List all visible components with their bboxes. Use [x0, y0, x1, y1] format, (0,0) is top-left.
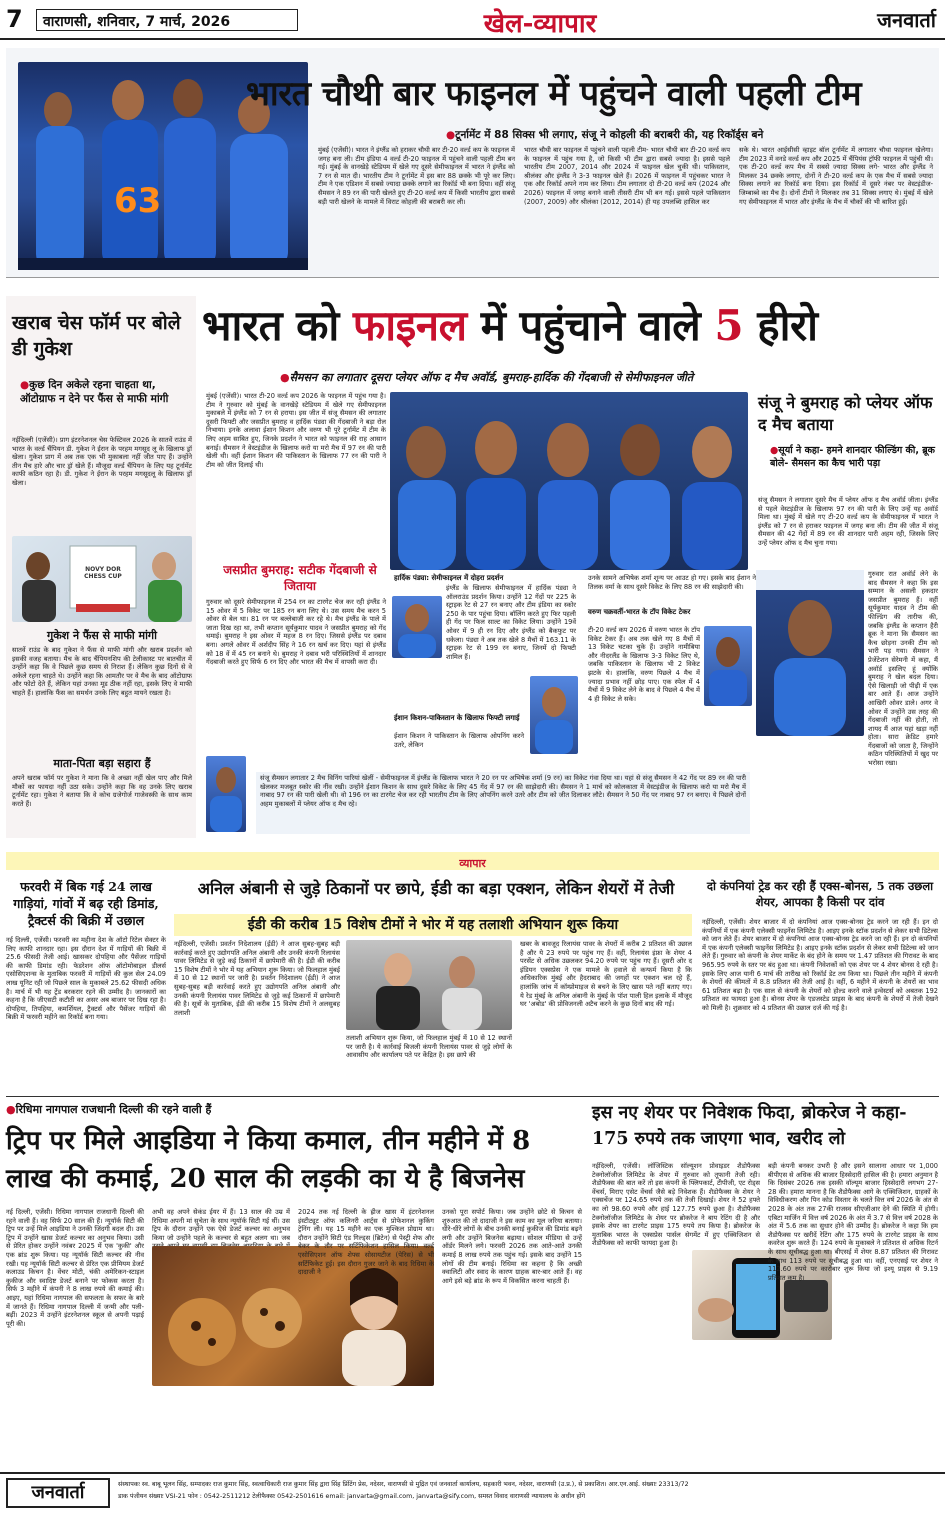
- ambani-story: [172, 878, 694, 1090]
- story1-headline: भारत चौथी बार फाइनल में पहुंचने वाली पहली टीम: [246, 74, 862, 114]
- heroes-head-highlight: फाइनल: [352, 301, 467, 350]
- sanju-photo: [756, 570, 864, 736]
- cars-headline: फरवरी में बिक गई 24 लाख गाड़ियां, गांवों में बढ़ रही डिमांड, ट्रैक्टर्स की बिक्री में उछाल: [13, 879, 159, 928]
- story1-deck: ● टूर्नामेंट में 88 सिक्स भी लगाए, संजू ने कोहली की बराबरी की, यह रिकॉर्ड्स बने: [446, 128, 936, 142]
- ambani-photo: [346, 940, 512, 1030]
- hardik-photo: [392, 596, 442, 658]
- hardik-heading: हार्दिक पंड्या: सेमीफाइनल में दोहरा प्रदर्शन: [394, 574, 504, 582]
- gukesh-headline: खराब चेस फॉर्म पर बोले डी गुकेश: [12, 312, 181, 360]
- footer: [0, 1472, 945, 1513]
- ishan-body: ईशान किशन ने पाकिस्तान के खिलाफ ओपनिंग करने उतरे, लेकिन: [394, 732, 524, 749]
- cars-body: नई दिल्ली, एजेंसी। फरवरी का महीना देश के ऑटो रिटेल सेक्टर के लिए काफी शानदार रहा। इस दौरान देश में गाड़ियों की बिक्री में 25.6 फीसदी तेजी आई। खासकर दोपहिया और पैसेंजर गाड़ियों की काफी डिमांड रही। फेडरेशन ऑफ ऑटोमोबाइल डीलर्स एसोसिएशन्स के मुताबिक फरवरी में गाड़ियों की कुल सेल 24.09 लाख यूनिट रही जो पिछले साल के मुकाबले 25.62 फीसदी अधिक है। मार्च में भी यह ट्रेंड बरकरार रहने की उम्मीद है। जानकारों का कहना है कि जीएसटी कटौती का असर अब बाजार पर दिख रहा है। दोपहिया, तिपहिया, कमर्शियल, ट्रैक्टर्स और पैसेंजर गाड़ियों की बिक्री में फरवरी महीने का रिकॉर्ड बना गया।: [6, 936, 166, 1022]
- varun-illustration: [704, 626, 752, 706]
- ishan-heading: ईशान किशन-पाकिस्तान के खिलाफ फिफ्टी लगाई: [394, 714, 520, 722]
- paper-name: जनवार्ता: [877, 8, 936, 32]
- gukesh-body-2: सातवें राउंड के बाद गुकेश ने फैंस से माफी मांगी और खराब प्रदर्शन को इसकी वजह बताया। मैच के बाद चैंपियनशिप की टेलीकास्ट पर बातचीत में उन्होंने कहा कि वे पिछले कुछ समय से निराश हैं। लेकिन कुछ दिनों से वे अकेले रहना चाहते थे। उन्होंने कहा कि आमतौर पर वे मैच के बाद ऑटोग्राफ और फोटो देते हैं, लेकिन यहां उनका मूड ठीक नहीं रहा, इसके लिए वे माफी चाहते हैं। हालांकि फैंस का समर्थन उनके लिए बहुत मायने रखता है।: [12, 646, 192, 697]
- broker-column-2: बड़ी कंपनी बनकर उभरी है और इसने सालाना आधार पर 1,000 बीपीएस से अधिक की बाजार हिस्सेदारी हासिल की है। हमारा अनुमान है कि दिसंबर 2026 तक इसकी वॉल्यूम बाजार हिस्सेदारी लगभग 27-28 की। हमारा मानना है कि शैडोफैक्स आगे के एक्विजिशन, ग्राहकों के विविधीकरण और पिन कोड विस्तार के चलते वित्त वर्ष 2026 के अंत से 2028 के अंत तक 27की राजस्व सीएजीआर देने की स्थिति में होगी। एबिटा मार्जिन में वित्त वर्ष 2026 के अंत में 3.7 से वित्त वर्ष 2028 के अंत में 5.6 तक का सुधार होने की उम्मीद है। ब्रोकरेज ने कहा कि हम शैडोफैक्स पर खरीदें रेटिंग और 175 रुपये के टारगेट प्राइस के साथ कवरेज शुरू करते हैं। 124 रुपये के मुकाबले ने प्रतिशत से अधिक रिटर्न के साथ सूचीबद्ध हुआ था। बीएसई में शेयर 8.87 प्रतिशत की गिरावट के साथ 113 रुपये पर सूचीबद्ध हुआ था। वहीं, एनएसई पर शेयर ने 112.60 रुपये पर कारोबार शुरू किया जो इश्यू प्राइस से 9.19 प्रतिशत कम है।: [768, 1162, 938, 1282]
- ishan-illustration: [530, 676, 578, 754]
- heroes-head-pre: भारत को: [202, 301, 353, 350]
- hardik-illustration: [392, 596, 442, 658]
- ambani-column-2: तलाशी अभियान शुरू किया, जो फिलहाल मुंबई में 10 से 12 स्थानों पर जारी है। ये कार्रवाई बिजली कंपनी रिलायंस पावर से जुड़े लोगों के आवासीय और कार्यालय पते पर केंद्रित है। इस छापे की: [346, 1034, 512, 1060]
- ambani-illustration: [346, 940, 512, 1030]
- ridhima-column-2: अभी वह अपने सेकंड ईयर में हैं। 13 साल की उम्र में रिधिमा अपनी मां सुचेता के साथ न्यूयॉर्क सिटी गई थीं। उस ट्रिप के दौरान उन्होंने एक ऐसे डेजर्ट कल्चर का अनुभव किया जो उन्होंने पहले के कल्चर से बहुत अलग था। जब: [152, 1208, 290, 1242]
- heroes-intro: मुंबई (एजेंसी)। भारत टी-20 वर्ल्ड कप 2026 के फाइनल में पहुंच गया है। टीम ने गुरुवार को मुंबई के वानखेड़े स्टेडियम में खेले गए सेमीफाइनल मुकाबले में इंग्लैंड को 7 रन से हराया। इस जीत में संजू सैमसन की लगातार दूसरी फिफ्टी और जसप्रीत बुमराह व हार्दिक पंड्या की गेंदबाजी ने बड़ा रोल निभाया। इनके अलावा ईशान किशन और वरुण भी पूरे टूर्नामेंट में टीम के लिए अहम साबित हुए, जिनके प्रदर्शन ने भारत को फाइनल की राह आसान बनाई। सैमसन ने वेस्टइंडीज के खिलाफ करो या मरो मैच में 97 रन की पारी खेली थी। वहीं ईशान किशन की पाकिस्तान के खिलाफ 77 रन की पारी ने टीम को जीत दिलाई थी।: [206, 392, 386, 469]
- bumrah-photo: [206, 756, 246, 832]
- section-title: खेल-व्यापार: [483, 9, 597, 39]
- ambani-headline: अनिल अंबानी से जुड़े ठिकानों पर छापे, ईडी का बड़ा एक्शन, लेकिन शेयरों में तेजी: [197, 879, 675, 898]
- ambani-column-3: खबर के बावजूद रिलायंस पावर के शेयरों में करीब 2 प्रतिशत की उछाल है और ये 23 रुपये पर पहुंच गए हैं। वहीं, रिलायंस इंफ्रा के शेयर 4 परसेंट से अधिक उछलकर 94.20 रुपये पर पहुंच गए हैं। दूसरी ओर द इंडियन एक्सप्रेस ने एक मामले के हवाले से कन्फर्म किया है कि अधिकारिक मुंबई और हैदराबाद की जगहों पर एक्शन चल रहे हैं, हालांकि जांच में कॉम्प्रोमाइज से बचने के लिए खास पते नहीं बताए गए। ये रेड मुंबई के अनिल अंबानी के मुंबई के पॉश पाली हिल इलाके में मौजूद घर 'अबोड' की प्रोविजनली अटैच करने के कुछ दिनों बाद की गई।: [520, 940, 692, 1009]
- xbonus-body: नईदिल्ली, एजेंसी। शेयर बाजार में दो कंपनियां आज एक्स-बोनस ट्रेड करने जा रही हैं। इन दो कंपनियों में एक कंपनी एलेक्सी फाइनेंस लिमिटेड है। आइए इनके स्टॉक प्रदर्शन से लेकर सभी डिटेल्स को जान लेते हैं। शेयर बाजार में दो कंपनियां आज एक्स-बोनस ट्रेड करने जा रही हैं। इन दो कंपनियों में एक कंपनी एलेक्सी फाइनेंस लिमिटेड है। आइए इनके स्टॉक प्रदर्शन से लेकर सभी डिटेल्स को जान लेते हैं। गुरुवार को कंपनी के शेयर मार्केट के बंद होने के समय पर 1.47 प्रतिशत की गिरावट के बाद 965.95 रुपये के स्तर पर बंद हुआ था। कंपनी निवेशकों को एक शेयर पर 4 शेयर बोनस दे रही है। इसके लिए आज यानी 6 मार्च की तारीख को रिकॉर्ड डेट तय किया था। पिछले तीन महीने में कंपनी के शेयरों की कीमतों में 8.8 प्रतिशत की तेजी आई है। वहीं, 6 महीने में कंपनी के शेयरों का भाव 61 प्रतिशत बढ़ा है। एक साल से कंपनी के शेयरों को होल्ड करने वाले इन्वेस्टर्स को अबतक 192 प्रतिशत का फायदा हुआ है। बोनस शेयर के एडजस्टेड प्राइस के बाद कंपनी के शेयरों में तेजी देखने को मिली है। शुक्रवार को 4 प्रतिशत की उछाल दर्ज की गई है।: [702, 918, 938, 1012]
- heroes-head-post: हीरो: [743, 301, 818, 350]
- story-final-record: [6, 48, 939, 278]
- ridhima-column-4: उनको पूरा सपोर्ट किया। जब उन्होंने छोटे से किचन से शुरुआत की तो दादाजी ने इस काम का मूल जरिया बताया। धीरे-धीरे लोगों के बीच उनकी बनाई कुकीज की डिमांड बढ़ने लगी और उन्होंने बिजनेस बढ़ाया। सोशल मीडिया से उन्हें ऑर्डर मिलने लगे। फरवरी 2026 तक आते-आते उनकी कमाई 8 लाख रुपये तक पहुंच गई। इसके बाद उन्होंने 15 लोगों की टीम बनाई। रिधिमा का कहना है कि अच्छी क्वालिटी और स्वाद के कारण ग्राहक बार-बार आते हैं। वह आगे इसे बड़े ब्रांड के रूप में विकसित करना चाहती हैं।: [442, 1208, 582, 1285]
- xbonus-headline: दो कंपनियां ट्रेड कर रही हैं एक्स-बोनस, 5 तक उछला शेयर, आपका है किसी पर दांव: [706, 879, 934, 909]
- heroes-head-mid: में पहुंचाने वाले: [466, 301, 715, 350]
- gukesh-body-3: अपने खराब फॉर्म पर गुकेश ने माना कि वे अच्छा नहीं खेल पाए और मिले मौकों का फायदा नहीं उठा सके। उन्होंने कहा कि वह उनके लिए खराब टूर्नामेंट रहा। गुकेश ने बताया कि वे कोच ग्रजेगोर्ज गाजेवस्की के साथ काम करते हैं।: [12, 774, 192, 808]
- gukesh-sub-2: माता-पिता बड़ा सहारा हैं: [53, 757, 151, 770]
- xbonus-story: [700, 878, 939, 1090]
- heroes-headline: [202, 300, 937, 352]
- sanju-deck: ● सूर्या ने कहा- हमने शानदार फील्डिंग की, ब्रूक बोले- सैमसन का कैच भारी पड़ा: [770, 444, 938, 470]
- cars-story: [6, 878, 166, 1090]
- broker-story: [592, 1100, 939, 1468]
- bumrah-body: गुरुवार को दूसरे सेमीफाइनल में 254 रन का टारगेट चेज कर रही इंग्लैंड ने 15 ओवर में 5 विकेट पर 185 रन बना लिए थे। उस समय मैच करन 5 ओवर से बेल था। 81 रन पर बल्लेबाजी कर रहे थे। मैच इंग्लैंड के पाले में जाता दिख रहा था, तभी कप्तान सूर्यकुमार यादव ने जसप्रीत बुमराह को गेंद थमाई। बुमराह ने इस ओवर में महज 8 रन दिए। जिससे इंग्लैंड पर दबाव बना। अगले ओवर में अर्शदीप सिंह ने 16 रन खर्च कर दिए। यहां से इंग्लैंड को 18 वें में 45 रन बनाने थे। बुमराह ने दबाव भरी परिस्थितियों में शानदार गेंदबाजी करते हुए सिर्फ 6 रन दिए और भारत की मैच में वापसी करा दी।: [206, 598, 386, 667]
- bumrah-heading: जसप्रीत बुमराह: सटीक गेंदबाजी से जिताया: [223, 563, 377, 593]
- svg-text:63: 63: [114, 181, 162, 221]
- heroes-deck: ● सैमसन का लगातार दूसरा प्लेयर ऑफ द मैच अवॉर्ड, बुमराह-हार्दिक की गेंदबाजी से सेमीफाइनल जीते: [280, 370, 940, 385]
- heroes-story: [200, 296, 939, 838]
- masthead: [0, 0, 945, 40]
- story1-column-1: मुंबई (एजेंसी)। भारत ने इंग्लैंड को हराकर चौथी बार टी-20 वर्ल्ड कप के फाइनल में जगह बना ली। टीम इंडिया 4 वर्ल्ड टी-20 फाइनल में पहुंचने वाली पहली टीम बन गई। मुंबई के वानखेड़े स्टेडियम में खेले गए दूसरे सेमीफाइनल में भारत ने इंग्लैंड को 7 रन से मात दी। भारतीय टीम ने टूर्नामेंट में इस बार 88 छक्के भी पूरे कर लिए। टीम ने एक एडिशन में सबसे ज्यादा छक्के लगाने का रिकॉर्ड भी बना दिया। वहीं संजू सैमसन ने 89 रन की पारी खेलते हुए टी-20 वर्ल्ड कप में किसी भारतीय द्वारा सबसे बड़ी पारी खेलने के मामले में विराट कोहली की बराबरी कर ली।: [318, 146, 515, 206]
- ridhima-headline: ट्रिप पर मिले आइडिया ने किया कमाल, तीन महीने में 8 लाख की कमाई, 20 साल की लड़की का ये है बिजनेस: [6, 1126, 531, 1194]
- footer-logo: जनवार्ता: [6, 1478, 110, 1508]
- heroes-group-photo: [390, 392, 748, 570]
- ridhima-column-1: नई दिल्ली, एजेंसी। रिधिमा नागपाल राजधानी दिल्ली की रहने वाली हैं। वह सिर्फ 20 साल की हैं। न्यूयॉर्क सिटी की ट्रिप पर उन्हें मिले आइडिया ने उनकी जिंदगी बदल दी। उस ट्रिप में उन्होंने खास डेजर्ट कल्चर का अनुभव किया। उसी से प्रेरित होकर उन्होंने नवंबर 2025 में एक 'कुकी' और एक ब्रांड शुरू किया। यह न्यूयॉर्क सिटी कल्चर की नीव रखी। यह न्यूयॉर्क सिटी कल्चर से प्रेरित एक प्रीमियम डेजर्ट कलाउड किचन है। वेंचर मोटी, चंकी अमेरिकन-स्टाइल कुकीज और स्वादिष्ट डेजर्ट बनाने पर फोकस करता है। सिर्फ 3 महीने में कंपनी ने 8 लाख रुपये की कमाई की। आइए, यहां रिधिमा नागपाल की सफलता के सफर के बारे में जानते हैं। रिधिमा नागपाल दिल्ली में जन्मी और पली-बढ़ीं। 2023 में उन्होंने इंटरनेशनल स्कूल से अपनी पढ़ाई पूरी की।: [6, 1208, 144, 1328]
- page-number: 7: [6, 5, 23, 33]
- broker-column-1: नईदिल्ली, एजेंसी। लॉजिस्टिक सॉल्यूशन प्रोवाइडर शैडोफैक्स टेक्नोलॉजीज लिमिटेड के शेयर में गुरुवार को तूफानी तेजी रही। शैडोफैक्स की बात करें तो इस कंपनी के फ्लिपकार्ट, टीपीजी, एट रोड्स वेंचर्स, मिराए एसेट वेंचर्स जैसे बड़े निवेशक हैं। शैडोफैक्स के शेयर ने एक्सचेंज पर 124.65 रुपये तक की तेजी दिखाई। शेयर ने 52 हफ्ते का लो 98.60 रुपये और हाई 127.75 रुपये छुआ है। शैडोफैक्स टेक्नोलॉजीज लिमिटेड के शेयर पर ब्रोकरेज ने बाय रेटिंग दी है और इसके शेयर का टारगेट प्राइस 175 रुपये तय किया है। ब्रोकरेज के मुताबिक भारत के एक्सप्रेस पार्सल सेगमेंट में हुए एक्विजिशन से शैडोफैक्स को काफी फायदा हुआ है।: [592, 1162, 760, 1248]
- hardik-body: इंग्लैंड के खिलाफ सेमीफाइनल में हार्दिक पंड्या ने ऑलराउंड प्रदर्शन किया। उन्होंने 12 गेंदों पर 225 के स्ट्राइक रेट से 27 रन बनाए और टीम इंडिया का स्कोर 250 के पार पहुंचा दिया। बॉलिंग करते हुए फिर पहली ही गेंद पर फिल साल्ट का विकेट लिया। उन्होंने 19वें ओवर में 9 ही रन दिए और इंग्लैंड को बैकफुट पर धकेला। पंड्या ने अब तक खेले 8 मैचों में 163.11 के स्ट्राइक रेट से 199 रन बनाए, जिनमें दो फिफ्टी शामिल हैं।: [446, 584, 576, 661]
- ambani-subhead: ईडी की करीब 15 विशेष टीमों ने भोर में यह तलाशी अभियान शुरू किया: [174, 914, 692, 936]
- vyapar-label: व्यापार: [459, 857, 486, 870]
- ridhima-column-3: 2024 तक नई दिल्ली के ह्रीज खास में इंटरनेशनल इंस्टीट्यूट ऑफ कलिनरी आर्ट्स से प्रोफेशनल कुकिंग ट्रेनिंग ली। यह 15 महीने का एक मुश्किल प्रोग्राम था। दौरान उन्होंने सिटी एंड गिल्ड्स (ब्रिटेन) से पेस्ट्री शेफ और बेकर के तौर पर सर्टिफिकेशन हासिल किया। वर्ल्ड एसोसिएशन ऑफ शेफ्स सोसायटीज (पेरिस) से भी सर्टिफिकेट हुई। इस दौरान गुजर जाने के बाद रिधिमा के दादाजी ने: [298, 1208, 434, 1277]
- five-players-illustration: [390, 392, 748, 570]
- board-text: NOVY DOR CHESS CUP: [84, 566, 122, 580]
- sanju-illustration: [756, 570, 864, 736]
- ambani-column-1: नईदिल्ली, एजेंसी। प्रवर्तन निदेशालय (ईडी) ने आज सुबह-सुबह बड़ी कार्रवाई करते हुए उद्योगपति अनिल अंबानी और उनकी कंपनी रिलायंस पावर लिमिटेड से जुड़े कई ठिकानों में छापेमारी की है। ईडी की करीब 15 विशेष टीमों ने भोर में यह अभियान शुरू किया। जो फिलहाल मुंबई में 10 से 12 स्थानों पर जारी है। प्रवर्तन निदेशालय (ईडी) ने आज सुबह-सुबह बड़ी कार्रवाई करते हुए उद्योगपति अनिल अंबानी और उनकी कंपनी रिलायंस पावर लिमिटेड से जुड़े कई ठिकानों में छापेमारी की है। सूत्रों के मुताबिक, ईडी की करीब 15 विशेष टीमों ने अलसुबह तलाशी: [174, 940, 340, 1017]
- sanju-body-1: संजू सैमसन ने लगातार दूसरे मैच में प्लेयर ऑफ द मैच अवॉर्ड जीता। इंग्लैंड से पहले वेस्टइंडीज के खिलाफ 97 रन की पारी के लिए उन्हें यह अवॉर्ड मिला था। मुंबई में खेले गए टी-20 वर्ल्ड कप के सेमीफाइनल में भारत ने इंग्लैंड को 7 रन से हराकर फाइनल में जगह बना ली। टीम की जीत में संजू सैमसन की 42 गेंदों में 89 रन की शानदार पारी अहम रही, जिसके लिए उन्हें प्लेयर ऑफ द मैच चुना गया।: [758, 496, 938, 547]
- sanju-sidebar: [756, 392, 939, 838]
- story1-column-2: भारत चौथी बार फाइनल में पहुंचने वाली पहली टीम- भारत चौथी बार टी-20 वर्ल्ड कप के फाइनल में पहुंच गया है, जो किसी भी टीम द्वारा सबसे ज्यादा है। इससे पहले भारतीय टीम 2007, 2014 और 2024 में फाइनल खेल चुकी थी। पाकिस्तान, श्रीलंका और इंग्लैंड ने 3-3 फाइनल खेले हैं। 2026 में फाइनल में पहुंचकर भारत ने एक और रिकॉर्ड अपने नाम कर लिया। टीम लगातार दो टी-20 वर्ल्ड कप (2024 और 2026) फाइनल में जगह बनाने वाली तीसरी टीम भी बन गई। इससे पहले पाकिस्तान (2007, 2009) और श्रीलंका (2012, 2014) ही यह उपलब्धि हासिल कर: [524, 146, 730, 206]
- varun-body: टी-20 वर्ल्ड कप 2026 में वरुण भारत के टॉप विकेट टेकर हैं। अब तक खेले गए 8 मैचों में 13 विकेट चटका चुके हैं। उन्होंने नामीबिया और नीदरलैंड के खिलाफ 3-3 विकेट लिए थे, जबकि पाकिस्तान के खिलाफ भी 2 विकेट झटके थे। हालांकि, वरुण पिछले 4 मैच में ज्यादा प्रभाव नहीं छोड़ पाए। एक स्पेल में 4 मैचों में 9 विकेट लेने के बाद वे पिछले 4 मैच में 4 ही विकेट ले सके।: [588, 626, 700, 703]
- dateline: वाराणसी, शनिवार, 7 मार्च, 2026: [36, 9, 298, 31]
- gukesh-story: [6, 296, 196, 838]
- ishan-photo: [530, 676, 578, 754]
- gukesh-body-1: नईदिल्ली (एजेंसी)। प्राग इंटरनेशनल चेस फेस्टिवल 2026 के सातवें राउंड में भारत के वर्ल्ड चैंपियन डी. गुकेश ने ईरान के परहम मगसूद लू के खिलाफ ड्रॉ खेला। गुकेश प्राग में अब तक एक भी मुकाबला नहीं जीत पाए हैं। उन्होंने तीन मैच हारे और चार ड्रॉ खेले हैं। मौजूदा वर्ल्ड चैंपियन के लिए यह टूर्नामेंट काफी कठिन रहा है। डी. गुकेश ने ईरान के परहम मगसूदलू के खिलाफ ड्रॉ खेला।: [12, 436, 192, 487]
- gukesh-deck: ● कुछ दिन अकेले रहना चाहता था, ऑटोग्राफ न देने पर फैंस से माफी मांगी: [20, 378, 192, 406]
- varun-intro: उनके सामने अभिषेक शर्मा शून्य पर आउट हो गए। इसके बाद ईशान ने तिलक वर्मा के साथ दूसरे विकेट के लिए 88 रन की साझेदारी की।: [588, 574, 756, 591]
- vyapar-strip: [6, 852, 939, 870]
- sanju-summary: संजू सैमसन लगातार 2 मैच विनिंग पारियां खेलीं - सेमीफाइनल में इंग्लैंड के खिलाफ भारत ने 20 रन पर अभिषेक शर्मा (9 रन) का विकेट गंवा दिया था। यहां से संजू सैमसन ने 42 गेंद पर 89 रन की पारी खेलकर मजबूत स्कोर की नींव रखी। उन्होंने ईशान किशन के साथ दूसरे विकेट के लिए 45 गेंद में 97 रन की साझेदारी की। सैमसन ने 1 मार्च को कोलकाता में वेस्टइंडीज के खिलाफ करो या मरो मैच में नाबाद 97 रन की पारी खेली थी। वो 196 रन का टारगेट चेज कर रही भारतीय टीम के लिए ओपनिंग करने उतरे और टीम को जीत दिलाकर लौटे। सैमसन ने 50 गेंद पर नाबाद 97 रन बनाए। ये पिछले दोनों अहम मुकाबलों में प्लेयर ऑफ द मैच रहे।: [256, 772, 750, 834]
- bumrah-illustration: [206, 756, 246, 832]
- gukesh-sub-1: गुकेश ने फैंस से माफी मांगी: [47, 629, 157, 642]
- varun-heading: वरुण चक्रवर्ती-भारत के टॉप विकेट टेकर: [588, 608, 691, 616]
- story1-column-3: सके थे। भारत आईसीसी व्हाइट बॉल टूर्नामेंट में लगातार चौथा फाइनल खेलेगा। टीम 2023 में वनडे वर्ल्ड कप और 2025 में चैंपियंस ट्रॉफी फाइनल में पहुंची थी। एक टी-20 वर्ल्ड कप मैच में सबसे ज्यादा सिक्स लगे- भारत और इंग्लैंड ने मिलकर 34 छक्के लगाए, दोनों ने टी-20 वर्ल्ड कप के एक मैच में सबसे ज्यादा सिक्स लगाने का रिकॉर्ड बना दिया। इस रिकॉर्ड में दूसरे नंबर पर वेस्टइंडीज-जिम्बाब्वे का मैच है। दोनों टीमों ने मिलकर तब 31 सिक्स लगाए थे। मुंबई में खेले गए सेमीफाइनल में भारत और इंग्लैंड के मैच में चौकों की भी बारिश हुई।: [739, 146, 933, 206]
- varun-photo: [704, 626, 752, 706]
- section-divider: [6, 1096, 939, 1097]
- ridhima-story: [6, 1100, 584, 1468]
- broker-headline: इस नए शेयर पर निवेशक फिदा, ब्रोकरेज ने कहा- 175 रुपये तक जाएगा भाव, खरीद लो: [592, 1103, 907, 1149]
- gukesh-event-photo: [12, 536, 192, 622]
- heroes-head-number: 5: [714, 301, 744, 350]
- sanju-body-2: गुरुवार रात अवॉर्ड लेने के बाद सैमसन ने कहा कि इस सम्मान के असली हकदार जसप्रीत बुमराह हैं। वहीं सूर्यकुमार यादव ने टीम की फील्डिंग की तारीफ की, जबकि इंग्लैंड के कप्तान हैरी ब्रूक ने माना कि सैमसन का कैच छोड़ना उनकी टीम को भारी पड़ गया। सैमसन ने प्रेजेंटेशन सेरेमनी में कहा, मैं अवॉर्ड इसलिए हूं क्योंकि बुमराह ने खेल बदल दिया। ऐसे खिलाड़ी जो पीढ़ी में एक बार आते हैं। आज उन्होंने आखिरी ओवर डाले। अगर वे ओवर में उन्होंने उस तरह की गेंदबाजी नहीं की होती, तो शायद मैं आज यहां खड़ा नहीं होता। सारा क्रेडिट हमारे गेंदबाजों को जाता है, जिन्होंने कठिन परिस्थितियों में खुद पर भरोसा रखा।: [868, 570, 938, 768]
- footer-imprint-2: डाक पंजीयन संख्याः VSI-21 फोन : 0542-2511212 टेलीफैक्सः 0542-2501616 email: janvarta@gmail.com, janvarta@sify.com, समस्त विवाद वाराणसी न्यायालय के अधीन होंगे: [118, 1493, 586, 1500]
- footer-imprint: संस्थापकः स्व. बाबू भूलन सिंह, सम्पादकः राज कुमार सिंह, स्वत्वाधिकारी राज कुमार सिंह द्वारा सिंह प्रिंटिंग प्रेस, नदेसर, वाराणसी से मुद्रित एवं जनवार्ता कार्यालय, सहकारी भवन, नदेसर, वाराणसी (उ.प्र.), से प्रकाशित। आर.एन.आई. संख्याः 23313/72: [118, 1481, 689, 1488]
- ridhima-kicker: ● रिधिमा नागपाल राजधानी दिल्ली की रहने वाली हैं: [6, 1102, 584, 1117]
- sanju-headline: संजू ने बुमराह को प्लेयर ऑफ द मैच बताया: [758, 393, 933, 434]
